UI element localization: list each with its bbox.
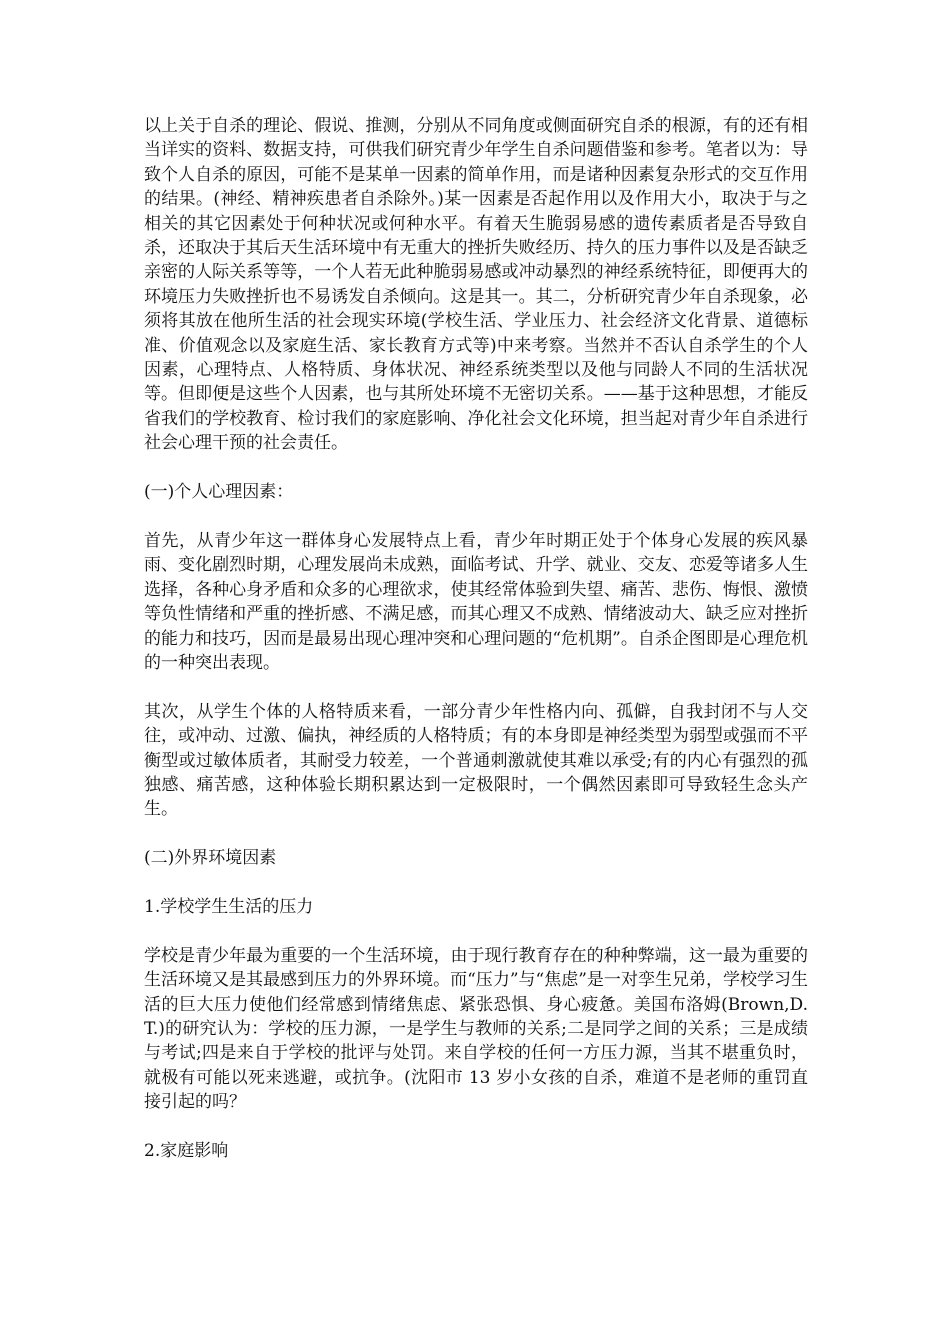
document-page [144, 114, 808, 1188]
subheading-family-influence: 2.家庭影响 [144, 1140, 229, 1161]
subheading-school-pressure: 1.学校学生生活的压力 [144, 896, 314, 917]
paragraph-second: 其次，从学生个体的人格特质来看，一部分青少年性格内向、孤僻，自我封闭不与人交往，或冲动、过激、偏执，神经质的人格特质；有的本身即是神经类型为弱型或强而不平衡型或过敏体质者，其耐受力较差，一个普通刺激就使其难以承受;有的内心有强烈的孤独感、痛苦感，这种体验长期积累达到一定极限时，一个偶然因素即可导致轻生念头产生。 [144, 701, 808, 820]
paragraph-first: 首先，从青少年这一群体身心发展特点上看，青少年时期正处于个体身心发展的疾风暴雨、变化剧烈时期，心理发展尚未成熟，面临考试、升学、就业、交友、恋爱等诸多人生选择，各种心身矛盾和众多的心理欲求，使其经常体验到失望、痛苦、悲伤、悔恨、激愤等负性情绪和严重的挫折感、不满足感，而其心理又不成熟、情绪波动大、缺乏应对挫折的能力和技巧，因而是最易出现心理冲突和心理问题的“危机期”。自杀企图即是心理危机的一种突出表现。 [144, 530, 808, 673]
paragraph-intro: 以上关于自杀的理论、假说、推测，分别从不同角度或侧面研究自杀的根源，有的还有相当详实的资料、数据支持，可供我们研究青少年学生自杀问题借鉴和参考。笔者以为：导致个人自杀的原因，可能不是某单一因素的简单作用，而是诸种因素复杂形式的交互作用的结果。(神经、精神疾患者自杀除外。)某一因素是否起作用以及作用大小，取决于与之相关的其它因素处于何种状况或何种水平。有着天生脆弱易感的遗传素质者是否导致自杀，还取决于其后天生活环境中有无重大的挫折失败经历、持久的压力事件以及是否缺乏亲密的人际关系等等，一个人若无此种脆弱易感或冲动暴烈的神经系统特征，即便再大的环境压力失败挫折也不易诱发自杀倾向。这是其一。其二，分析研究青少年自杀现象，必须将其放在他所生活的社会现实环境(学校生活、学业压力、社会经济文化背景、道德标准、价值观念以及家庭生活、家长教育方式等)中来考察。当然并不否认自杀学生的个人因素，心理特点、人格特质、身体状况、神经系统类型以及他与同龄人不同的生活状况等。但即便是这些个人因素，也与其所处环境不无密切关系。——基于这种思想，才能反省我们的学校教育、检讨我们的家庭影响、净化社会文化环境，担当起对青少年自杀进行社会心理干预的社会责任。 [144, 116, 808, 454]
section-heading-environment-factors: (二)外界环境因素 [144, 848, 277, 869]
paragraph-school: 学校是青少年最为重要的一个生活环境，由于现行教育存在的种种弊端，这一最为重要的生活环境又是其最感到压力的外界环境。而“压力”与“焦虑”是一对孪生兄弟，学校学习生活的巨大压力使他们经常感到情绪焦虑、紧张恐惧、身心疲惫。美国布洛姆(Brown,D.T.)的研究认为：学校的压力源，一是学生与教师的关系;二是同学之间的关系；三是成绩与考试;四是来自于学校的批评与处罚。来自学校的任何一方压力源，当其不堪重负时，就极有可能以死来逃避，或抗争。(沈阳市 13 岁小女孩的自杀，难道不是老师的重罚直接引起的吗？ [144, 945, 808, 1113]
section-heading-personal-factors: (一)个人心理因素： [144, 482, 294, 503]
